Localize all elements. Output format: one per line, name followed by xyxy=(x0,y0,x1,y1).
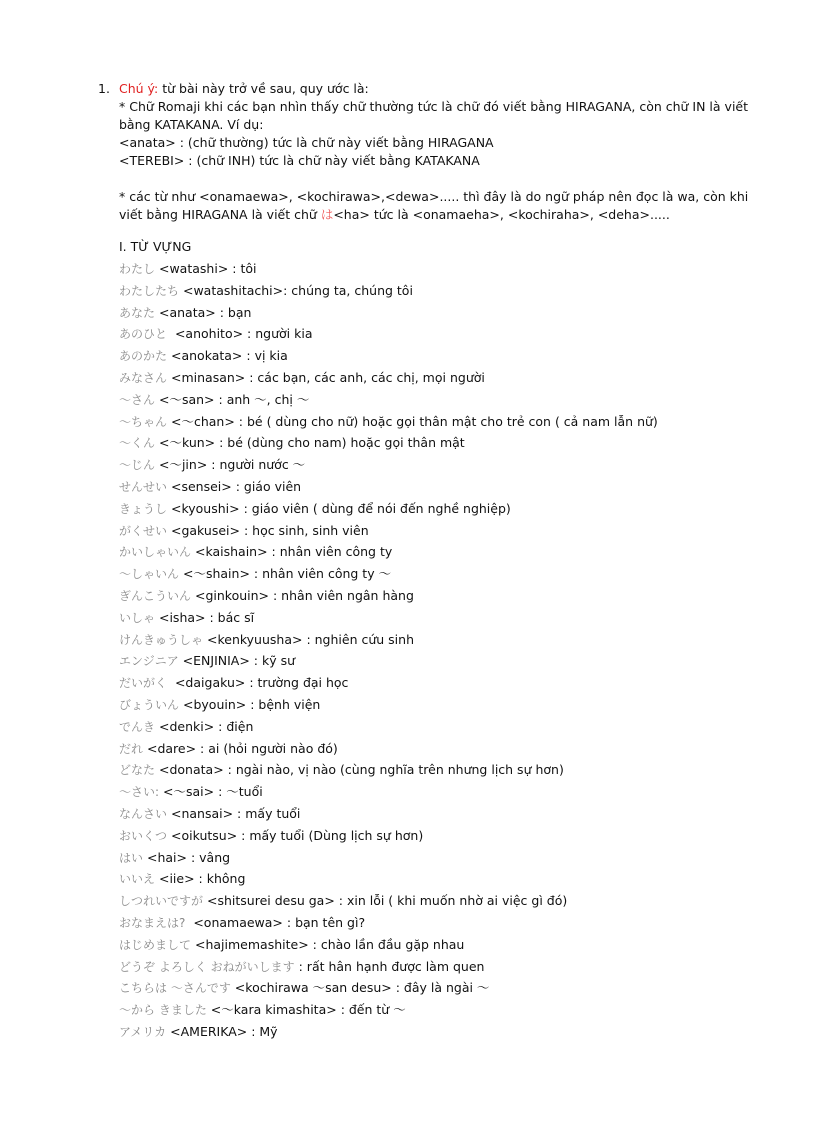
vocab-item xyxy=(119,629,658,651)
note-example-1: <anata> : (chữ thường) tức là chữ này viết bằng HIRAGANA xyxy=(119,135,494,150)
vocab-kana: ぎんこういん xyxy=(119,588,192,603)
vocab-item xyxy=(119,672,658,694)
vocab-item xyxy=(119,738,658,760)
vocab-meaning: <oikutsu> : mấy tuổi (Dùng lịch sự hơn) xyxy=(167,827,424,843)
vocab-item xyxy=(119,498,658,520)
vocab-kana: ～から きました xyxy=(119,1003,207,1018)
note-line-1: * Chữ Romaji khi các bạn nhìn thấy chữ thường tức là chữ đó viết bằng HIRAGANA, còn chữ IN là viết bằng KATAKANA. Ví dụ: xyxy=(119,99,749,132)
vocab-kana: しつれいですが xyxy=(119,894,204,909)
vocab-item xyxy=(119,912,658,934)
vocab-kana: せんせい xyxy=(119,479,168,494)
vocab-meaning: <iie> : không xyxy=(155,871,246,887)
vocab-meaning: <byouin> : bệnh viện xyxy=(179,696,321,712)
vocab-list xyxy=(119,258,658,1043)
vocab-kana: きょうし xyxy=(119,501,168,516)
vocab-kana: はい xyxy=(119,850,144,865)
vocab-kana: エンジニア xyxy=(119,654,179,669)
vocab-item xyxy=(119,803,658,825)
vocab-kana: ～さん xyxy=(119,392,156,407)
vocab-item xyxy=(119,956,658,978)
vocab-meaning: <～kara kimashita> : đến từ ～ xyxy=(206,1002,406,1018)
vocab-meaning: <watashi> : tôi xyxy=(155,261,257,276)
note-line-2a: * các từ như <onamaewa>, <kochirawa>,<dewa>..... thì đây là do ngữ pháp nên đọc là wa, còn khi viết bằng HIRAGANA là viết chữ xyxy=(119,189,749,222)
vocab-meaning: <minasan> : các bạn, các anh, các chị, mọi người xyxy=(167,369,485,385)
vocab-kana: けんきゅうしゃ xyxy=(119,632,204,647)
vocab-kana: いしゃ xyxy=(119,610,156,625)
vocab-item xyxy=(119,694,658,716)
vocab-kana: わたし xyxy=(119,262,156,276)
vocab-meaning: <isha> : bác sĩ xyxy=(155,609,255,625)
vocab-item xyxy=(119,585,658,607)
vocab-kana: ～じん xyxy=(119,458,156,473)
list-number: 1. xyxy=(98,81,110,96)
vocab-item xyxy=(119,868,658,890)
vocab-kana: あなた xyxy=(119,305,156,320)
vocab-kana: こちらは ～さんです xyxy=(119,981,231,996)
vocab-meaning: <kochirawa ～san desu> : đây là ngài ～ xyxy=(230,980,490,996)
vocab-item xyxy=(119,302,658,324)
vocab-kana: がくせい xyxy=(119,523,168,538)
vocab-kana: だいがく xyxy=(119,676,168,691)
vocab-meaning: <kyoushi> : giáo viên ( dùng để nói đến nghề nghiệp) xyxy=(167,500,511,516)
vocab-item xyxy=(119,280,658,302)
vocab-item xyxy=(119,476,658,498)
vocab-meaning: <anohito> : người kia xyxy=(167,326,313,342)
vocab-meaning: <～jin> : người nước ～ xyxy=(155,457,306,473)
vocab-meaning: <～shain> : nhân viên công ty ～ xyxy=(179,566,392,582)
vocab-item xyxy=(119,716,658,738)
vocab-meaning: <denki> : điện xyxy=(155,718,254,734)
vocab-item xyxy=(119,454,658,476)
vocab-item xyxy=(119,650,658,672)
note-line-2 xyxy=(119,188,759,224)
vocab-meaning: <ginkouin> : nhân viên ngân hàng xyxy=(191,587,414,603)
vocab-meaning: <anokata> : vị kia xyxy=(167,348,288,364)
vocab-kana: なんさい xyxy=(119,806,168,821)
vocab-kana: はじめまして xyxy=(119,937,192,952)
vocab-kana: だれ xyxy=(119,741,144,756)
vocab-meaning: <anata> : bạn xyxy=(155,304,252,320)
vocab-kana: でんき xyxy=(119,719,156,734)
vocab-item xyxy=(119,759,658,781)
vocab-item xyxy=(119,541,658,563)
note-kana: は xyxy=(320,207,334,222)
vocab-item xyxy=(119,825,658,847)
vocab-item xyxy=(119,563,658,585)
vocab-meaning: <AMERIKA> : Mỹ xyxy=(166,1023,278,1039)
vocab-meaning: <shitsurei desu ga> : xin lỗi ( khi muốn nhờ ai việc gì đó) xyxy=(203,893,568,909)
vocab-kana: おなまえは? xyxy=(119,915,186,930)
note-example-2: <TEREBI> : (chữ INH) tức là chữ này viết bằng KATAKANA xyxy=(119,153,480,168)
vocab-meaning: <kaishain> : nhân viên công ty xyxy=(191,544,393,560)
vocab-kana: ～ちゃん xyxy=(119,414,168,429)
vocab-kana: おいくつ xyxy=(119,828,168,843)
vocab-kana: ～くん xyxy=(119,436,156,451)
vocab-item xyxy=(119,999,658,1021)
vocab-item xyxy=(119,1021,658,1043)
vocab-meaning: <～sai> : ～tuổi xyxy=(159,784,263,800)
vocab-kana: ～しゃいん xyxy=(119,567,180,582)
vocab-kana: アメリカ xyxy=(119,1024,167,1039)
vocab-item xyxy=(119,781,658,803)
vocab-kana: あのひと xyxy=(119,327,168,342)
vocab-item xyxy=(119,847,658,869)
vocab-item xyxy=(119,258,658,280)
vocab-kana: ～さい: xyxy=(119,785,160,800)
vocab-item xyxy=(119,934,658,956)
vocab-meaning: <hajimemashite> : chào lần đầu gặp nhau xyxy=(191,936,465,952)
note-block xyxy=(119,80,759,224)
vocab-item xyxy=(119,345,658,367)
vocab-meaning: <ENJINIA> : kỹ sư xyxy=(178,653,296,669)
vocab-kana: あのかた xyxy=(119,349,168,364)
vocab-meaning: <donata> : ngài nào, vị nào (cùng nghĩa trên nhưng lịch sự hơn) xyxy=(155,762,564,778)
vocab-kana: かいしゃいん xyxy=(119,545,192,560)
vocab-item xyxy=(119,323,658,345)
note-line-2b: <ha> tức là <onamaeha>, <kochiraha>, <deha>..... xyxy=(333,207,670,222)
vocab-item xyxy=(119,607,658,629)
vocab-meaning: <～san> : anh ～, chị ～ xyxy=(155,391,310,407)
vocab-meaning: <dare> : ai (hỏi người nào đó) xyxy=(143,740,338,756)
vocab-kana: みなさん xyxy=(119,370,168,385)
vocab-meaning: : rất hân hạnh được làm quen xyxy=(294,958,485,974)
vocab-kana: どうぞ よろしく おねがいします xyxy=(119,959,295,974)
vocab-kana: わたしたち xyxy=(119,283,180,298)
note-intro xyxy=(119,80,759,98)
vocab-meaning: <～chan> : bé ( dùng cho nữ) hoặc gọi thân mật cho trẻ con ( cả nam lẫn nữ) xyxy=(167,413,658,429)
vocab-item xyxy=(119,520,658,542)
note-intro-text: từ bài này trở về sau, quy ước là: xyxy=(158,81,369,96)
note-label: Chú ý: xyxy=(119,81,159,96)
vocab-item xyxy=(119,890,658,912)
vocab-meaning: <onamaewa> : bạn tên gì? xyxy=(185,914,366,930)
vocab-kana: びょういん xyxy=(119,697,180,712)
vocab-item xyxy=(119,432,658,454)
vocab-meaning: <～kun> : bé (dùng cho nam) hoặc gọi thân mật xyxy=(155,435,465,451)
vocab-meaning: <sensei> : giáo viên xyxy=(167,478,302,494)
section-title: I. TỪ VỰNG xyxy=(119,239,192,254)
vocab-meaning: <nansai> : mấy tuổi xyxy=(167,805,301,821)
vocab-meaning: <daigaku> : trường đại học xyxy=(167,675,349,691)
vocab-meaning: <watashitachi>: chúng ta, chúng tôi xyxy=(179,282,413,298)
vocab-meaning: <gakusei> : học sinh, sinh viên xyxy=(167,522,369,538)
vocab-item xyxy=(119,367,658,389)
vocab-kana: いいえ xyxy=(119,872,156,887)
vocab-item xyxy=(119,389,658,411)
vocab-meaning: <hai> : vâng xyxy=(143,849,231,865)
vocab-kana: どなた xyxy=(119,763,156,778)
vocab-item xyxy=(119,411,658,433)
vocab-item xyxy=(119,977,658,999)
vocab-meaning: <kenkyuusha> : nghiên cứu sinh xyxy=(203,631,414,647)
